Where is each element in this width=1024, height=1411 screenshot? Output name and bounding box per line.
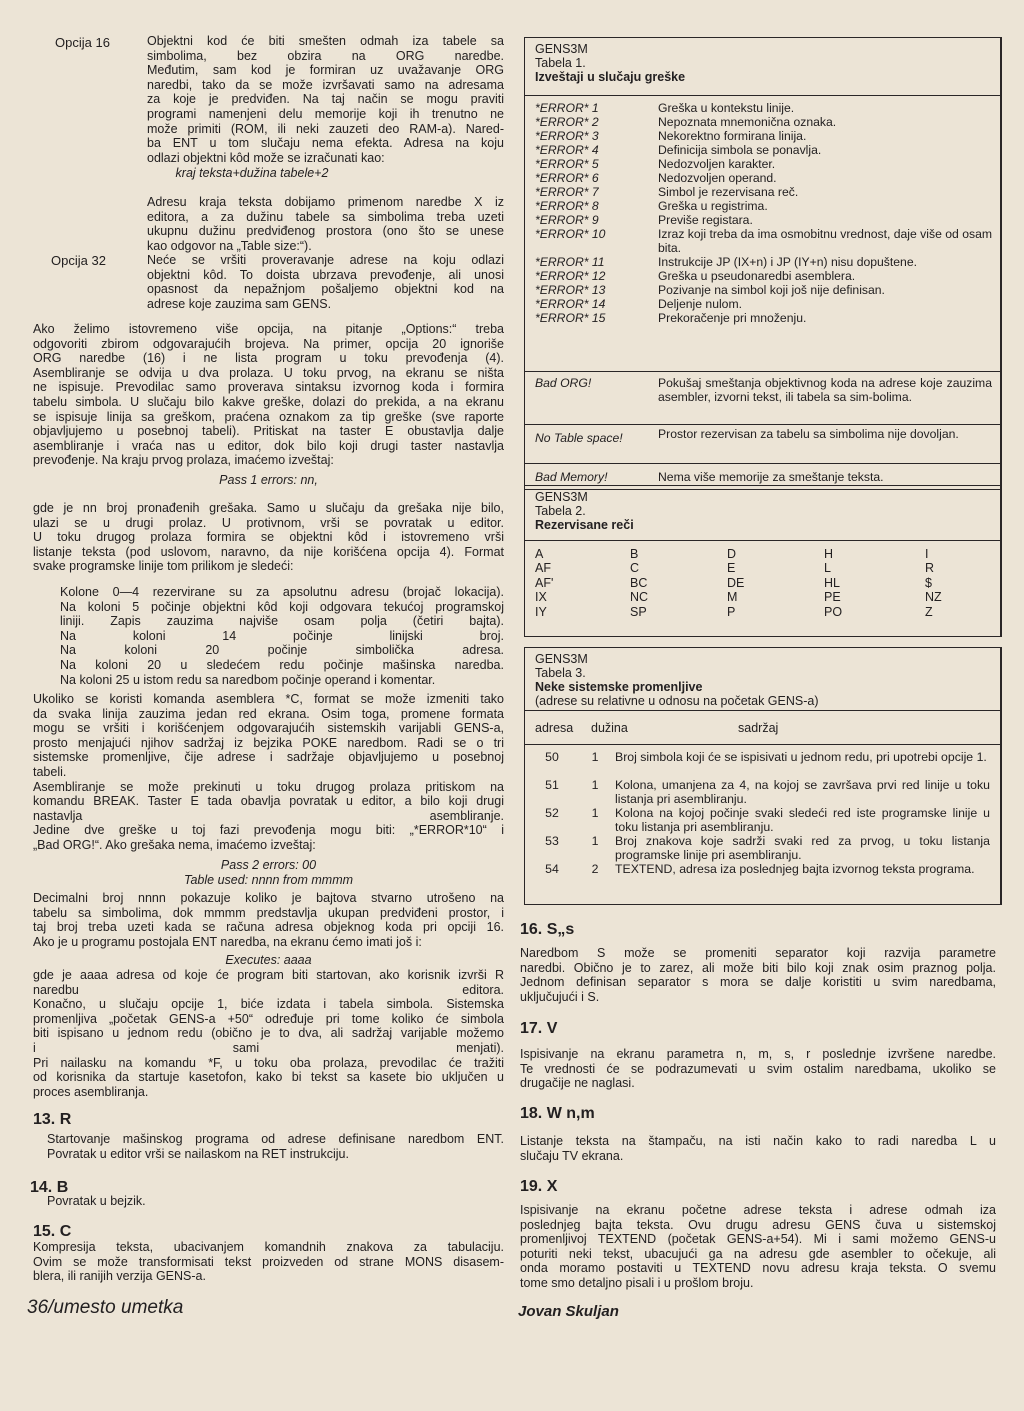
text-line: gde je aaaa adresa od koje će program biti startovan, ako korisnik izvrši R [33,968,504,982]
text-line: Na koloni 20 u sledećem redu počinje mašinska naredba. [60,657,504,672]
text-line: i sami menjati). [33,1040,504,1055]
reserved-word: HL [824,575,840,590]
page-footer-left: 36/umesto umetka [27,1297,184,1318]
reserved-word: D [727,547,737,561]
text-line: Kompresija teksta, ubacivanjem komandnih znakova za tabulaciju. [33,1240,504,1254]
text-line: ba ENT u tom slučaju nema efekta. Adresa na koju [147,136,504,151]
text-line: nastavlja asembliranje. [33,808,504,823]
text-line: Ako želimo istovremeno više opcija, na pitanje „Options:“ treba [33,322,504,336]
reserved-word: B [630,547,639,561]
text-line: Kolone 0—4 rezervirane su za apsolutnu adresu (brojač lokacija). [60,585,504,599]
text-line: objavljujemo u posebnoj tabeli). Pritiskat na taster E obustavlja dalje [33,424,504,439]
option-16-text-2 [147,195,504,253]
table-2-reserved-words [524,485,1002,637]
assembly-intro [33,322,504,468]
text-line: Jednom definisan separator s mora se dalje koristiti u svim naredbama, [520,975,996,990]
text-line: Na koloni 20 počinje simbolička adresa. [60,643,504,658]
reserved-word: L [824,561,831,576]
text-line: ORG naredbe (16) i ne lista program u toku prevođenja (4). [33,351,504,366]
text-line: poturiti neki tekst, ubacujući ga na adresu gde asembler to očekuje, ali [520,1246,996,1261]
text-line: Međutim, sam kod je formiran uz uvažavanje ORG [147,63,504,78]
text-line: odgovoriti zbirom odgovarajućih brojeva. Na primer, opcija 20 ignoriše [33,336,504,351]
text-line: promenljivoj TEXTEND (početak GENS-a+54). Mi i sami možemo GENS-u [520,1232,996,1247]
text-line: Ispisivanje na ekranu parametra n, m, s, r poslednje izvršene naredbe. [520,1047,996,1061]
text-line: tabelu sa simbolima, dok mmmm predstavlja ukupan predviđeni prostor, i [33,905,504,920]
reserved-word: H [824,547,834,561]
section-15-text [33,1240,504,1284]
text-line: blera, ili ranijih verzija GENS-a. [33,1269,206,1284]
text-line: Povratak u bejzik. [47,1194,146,1208]
column-format-list [60,585,504,687]
text-line: Objektni kod će biti smešten odmah iza tabele sa [147,34,504,48]
executes-report: Executes: aaaa [225,953,312,967]
section-13-text [47,1132,504,1161]
reserved-word: M [727,590,738,605]
text-line: sistemske promenljive, čije adrese i sadržaje objavljujemo u posebnoj [33,750,504,765]
section-18-text [520,1134,996,1163]
text-line: ulazi se u drugi prolaz. U protivnom, vrši se povratak u editor. [33,515,504,530]
options-notes [33,968,504,1099]
text-line: „Bad ORG!“. Ako grešaka nema, imaćemo izveštaj: [33,837,316,852]
table-1-header: GENS3M Tabela 1. Izveštaji u slučaju greške [535,42,686,84]
format-notes [33,692,504,853]
text-line: proces asembliranja. [33,1084,149,1099]
text-line: uključujući i S. [520,989,600,1004]
text-line: ne ispisuje. Prevodilac samo proverava sintaksu izvornog koda i formira [33,380,504,395]
text-line: onda moramo postaviti u TEXTEND novu adresu kraja teksta. O svemu [520,1261,996,1276]
option-32-text [147,253,504,311]
option-32-label: Opcija 32 [51,253,106,268]
text-line: se ispisuje linija sa greškom, praćena oznakom za tip greške (sve raporte [33,409,504,424]
reserved-word: I [925,547,929,561]
text-line: drugačije ne naglasi. [520,1076,635,1091]
text-line: tabeli. [33,764,67,779]
reserved-word: DE [727,575,745,590]
reserved-word: AF' [535,575,554,590]
section-14-text [47,1194,504,1209]
col-header-address: adresa [535,721,574,735]
text-line: za koje je predviđen. Na taj način se mogu praviti [147,92,504,107]
pass2-report: Pass 2 errors: 00 Table used: nnnn from mmmm [183,858,354,887]
text-line: Adresu kraja teksta dobijamo primenom naredbe X iz [147,195,504,209]
text-line: Na koloni 5 počinje objektni kôd koji odgovara tekućoj programskoj [60,599,504,614]
text-line: editora, a za dužinu tabele sa simbolima treba uzeti [147,209,504,224]
text-line: liniji. Zapis zauzima najviše osam polja (četiri bajta). [60,614,504,629]
table-3-header: GENS3M Tabela 3. Neke sistemske promenljive (adrese su relativne u odnosu na početak GENS-a) [535,652,819,708]
table-3-system-variables: GENS3M Tabela 3. Neke sistemske promenljive (adrese su relativne u odnosu na početak GENS-a) adresa dužina sadržaj 50 1 Broj simbola koji će se ispisivati u jednom redu, pri upotrebi opcije 1. 51 1 Kolona, umanjena za 4, na kojoj se završava prvi red linije u toku listanja pri asembliranju. 52 1 Kolona na kojoj počinje svaki sledeći red iste programske linije u toku listanja pri asembliranju. 53 1 Broj znakova koje sadrži svaki red za prvog, u toku listanja programske linije pri asembliranju. 54 2 TEXTEND, adresa iza poslednjeg bajta izvornog teksta programa. [524,647,1002,905]
text-line: adrese koje zauzima sam GENS. [147,296,332,311]
section-17-title: 17. V [520,1020,558,1037]
reserved-word: PE [824,590,841,605]
text-line: biti ispisano u jednom redu (obično je to dva, ali sadržaj varijable možemo [33,1026,504,1041]
text-line: asembliranje i vraća nas u editor, dok bilo koji drugi taster nastavlja [33,438,504,453]
text-line: Asembliranje se može prekinuti u toku drugog prolaza pritiskom na [33,779,504,794]
reserved-word: C [630,561,640,576]
text-line: od korisnika da startuje kasetofon, kako bi tekst sa kasete bio uključen u [33,1070,504,1085]
section-16-title: 16. S„s [520,921,575,938]
reserved-word: PO [824,604,843,619]
section-19-text [520,1203,996,1291]
section-15-title: 15. C [33,1223,72,1240]
text-line: objektni kôd. To doista ubrzava prevođenje, ali unosi [147,267,504,282]
formula: kraj teksta+dužina tabele+2 [175,166,329,180]
table-1-error-reports: GENS3M Tabela 1. Izveštaji u slučaju greške *ERROR* 1 Greška u kontekstu linije. *ERROR* 2 Nepoznata mnemonična oznaka. *ERROR* 3 Nekorektno formirana linija. *ERROR* 4 Definicija simbola se ponavlja. *ERROR* 5 Nedozvoljen karakter. *ERROR* 6 Nedozvoljen operand. *ERROR* 7 Simbol je rezervisana reč. *ERROR* 8 Greška u registrima. *ERROR* 9 Previše registara. *ERROR* 10 Izraz koji treba da ima osmobitnu vrednost, daje više od osam bita. *ERROR* 11 Instrukcije JP (IX+n) i JP (IY+n) nisu dopuštene. *ERROR* 12 Greška u pseudonaredbi asemblera. *ERROR* 13 Pozivanje na simbol koji još nije definisan. *ERROR* 14 Deljenje nulom. *ERROR* 15 Prekoračenje pri množenju. Bad ORG! Pokušaj smeštanja objektivnog koda na adrese koje zauzima asembler, izvorni tekst, ili tabela sa sim-bolima. No Table space! Prostor rezervisan za tabelu sa simbolima nije dovoljan. Bad Memory! Nema više memorije za smeštanje teksta. [524,37,1002,490]
text-line: naredbi. Obično je to zarez, ali može biti bilo koji znak osim praznog polja. [520,960,996,975]
text-line: Konačno, u slučaju opcije 1, biće izdata i tabela simbola. Sistemska [33,997,504,1012]
author-signature: Jovan Skuljan [518,1303,619,1320]
text-line: svake programske linije tom prilikom je sledeći: [33,559,294,574]
reserved-word: NZ [925,590,942,605]
text-line: Na koloni 14 počinje linijski broj. [60,628,504,643]
table-used-explanation [33,891,504,949]
col-header-length: dužina [591,721,628,735]
text-line: opasnost da nepažnjom pošaljemo objektni kod na [147,282,504,297]
text-line: odlazi objektni kôd može se izračunati kao: [147,150,385,165]
text-line: Neće se vršiti proveravanje adrese na koju odlazi [147,253,504,267]
reserved-word: P [727,604,736,619]
reserved-word: E [727,561,736,576]
text-line: naredbi, tako da se može izvršavati samo na adresama [147,77,504,92]
text-line: kao odgovor na „Table size:“). [147,238,312,253]
text-line: Na koloni 25 u istom redu sa naredbom počinje operand i komentar. [60,672,436,687]
text-line: tabelu simbola. U slučaju bilo kakve greške, dolazi do prekida, a na ekranu [33,394,504,409]
col-header-content: sadržaj [738,721,779,735]
text-line: programi namenjeni delu memorije koji ih trenutno ne [147,106,504,121]
reserved-word: NC [630,590,649,605]
text-line: Ispisivanje na ekranu početne adrese teksta i adrese odmah iza [520,1203,996,1217]
reserved-word: R [925,561,935,576]
text-line: Povratak u editor vrši se nailaskom na RET instrukciju. [47,1146,349,1161]
text-line: poslednjeg bajta teksta. Ovu drugu adresu GENS čuva u sistemskoj [520,1217,996,1232]
section-18-title: 18. W n,m [520,1105,595,1122]
text-line: simbolima, bez obzira na ORG naredbe. [147,48,504,63]
text-line: promenljiva „početak GENS-a +50“ određuje pri tome koliko će simbola [33,1011,504,1026]
option-16-text [147,34,504,165]
section-16-text [520,946,996,1004]
text-line: ukupnu dužinu predviđenog prostora (ono što se unese [147,224,504,239]
text-line: listanje teksta (pod uslovom, naravno, da nije korišćena opcija 4). Format [33,544,504,559]
text-line: prevođenje. Na kraju prvog prolaza, imaćemo izveštaj: [33,453,334,468]
text-line: taj broj treba uzeti kada se računa adresa objeknog koda pri opciji 16. [33,920,504,935]
option-16-label: Opcija 16 [55,35,110,50]
reserved-word: A [535,547,544,561]
pass1-report: Pass 1 errors: nn, [219,473,318,487]
text-line: da svaka linija zauzima jedan red ekrana. Osim toga, promene formata [33,706,504,721]
text-line: U toku drugog prolaza formira se objektni kôd i istovremeno vrši [33,530,504,545]
reserved-word: IX [535,590,547,605]
section-13-title: 13. R [33,1111,72,1128]
text-line: Ako je u programu postojala ENT naredba, na ekranu ćemo imati još i: [33,934,422,949]
text-line: može primiti (ROM, ili neki zauzeti deo RAM-a). Nared- [147,121,504,136]
table-2-header: GENS3M Tabela 2. Rezervisane reči [535,490,634,532]
text-line: Naredbom S može se promeniti separator koji razvija parametre [520,946,996,960]
reserved-word: AF [535,561,551,576]
text-line: naredbu editora. [33,982,504,997]
text-line: Ovim se može transformisati tekst proizveden od strane MONS disasem- [33,1254,504,1269]
reserved-word: SP [630,604,647,619]
text-line: Pri nailasku na komandu *F, u toku oba prolaza, prevodilac će tražiti [33,1055,504,1070]
text-line: Decimalni broj nnnn pokazuje koliko je bajtova stvarno utrošeno na [33,891,504,905]
section-19-title: 19. X [520,1178,558,1195]
text-line: Startovanje mašinskog programa od adrese definisane naredbom ENT. [47,1132,504,1146]
text-line: gde je nn broj pronađenih grešaka. Samo u slučaju da grešaka nije bilo, [33,501,504,515]
text-line: slučaju TV ekrana. [520,1148,624,1163]
text-line: mogu se vršiti i korišćenjem odgovarajućih sistemskih varijabli GENS-a, [33,721,504,736]
section-17-text [520,1047,996,1091]
text-line: tome smo detaljno pisali i u prošlom broju. [520,1275,754,1290]
reserved-word: BC [630,575,648,590]
section-14-title: 14. B [30,1179,69,1196]
text-line: Listanje teksta na štampaču, na isti način kako to radi naredba L u [520,1134,996,1148]
pass1-explanation [33,501,504,574]
reserved-word: Z [925,604,933,619]
reserved-word: $ [925,575,932,590]
text-line: komandu BREAK. Taster E tada obavlja povratak u editor, a bilo koji drugi [33,794,504,809]
text-line: Ukoliko se koristi komanda asemblera *C, format se može izmeniti tako [33,692,504,706]
text-line: Te vrednosti će se podrazumevati u svim ostalim naredbama, ukoliko se [520,1061,996,1076]
reserved-word: IY [535,604,547,619]
text-line: Asembliranje se odvija u dva prolaza. U toku prvog, na ekranu se ništa [33,365,504,380]
text-line: Jedine dve greške u toj fazi prevođenja mogu biti: „*ERROR*10“ i [33,823,504,838]
text-line: prosto menjajući njihov sadržaj iz bejzika POKE naredbom. Radi se o tri [33,735,504,750]
